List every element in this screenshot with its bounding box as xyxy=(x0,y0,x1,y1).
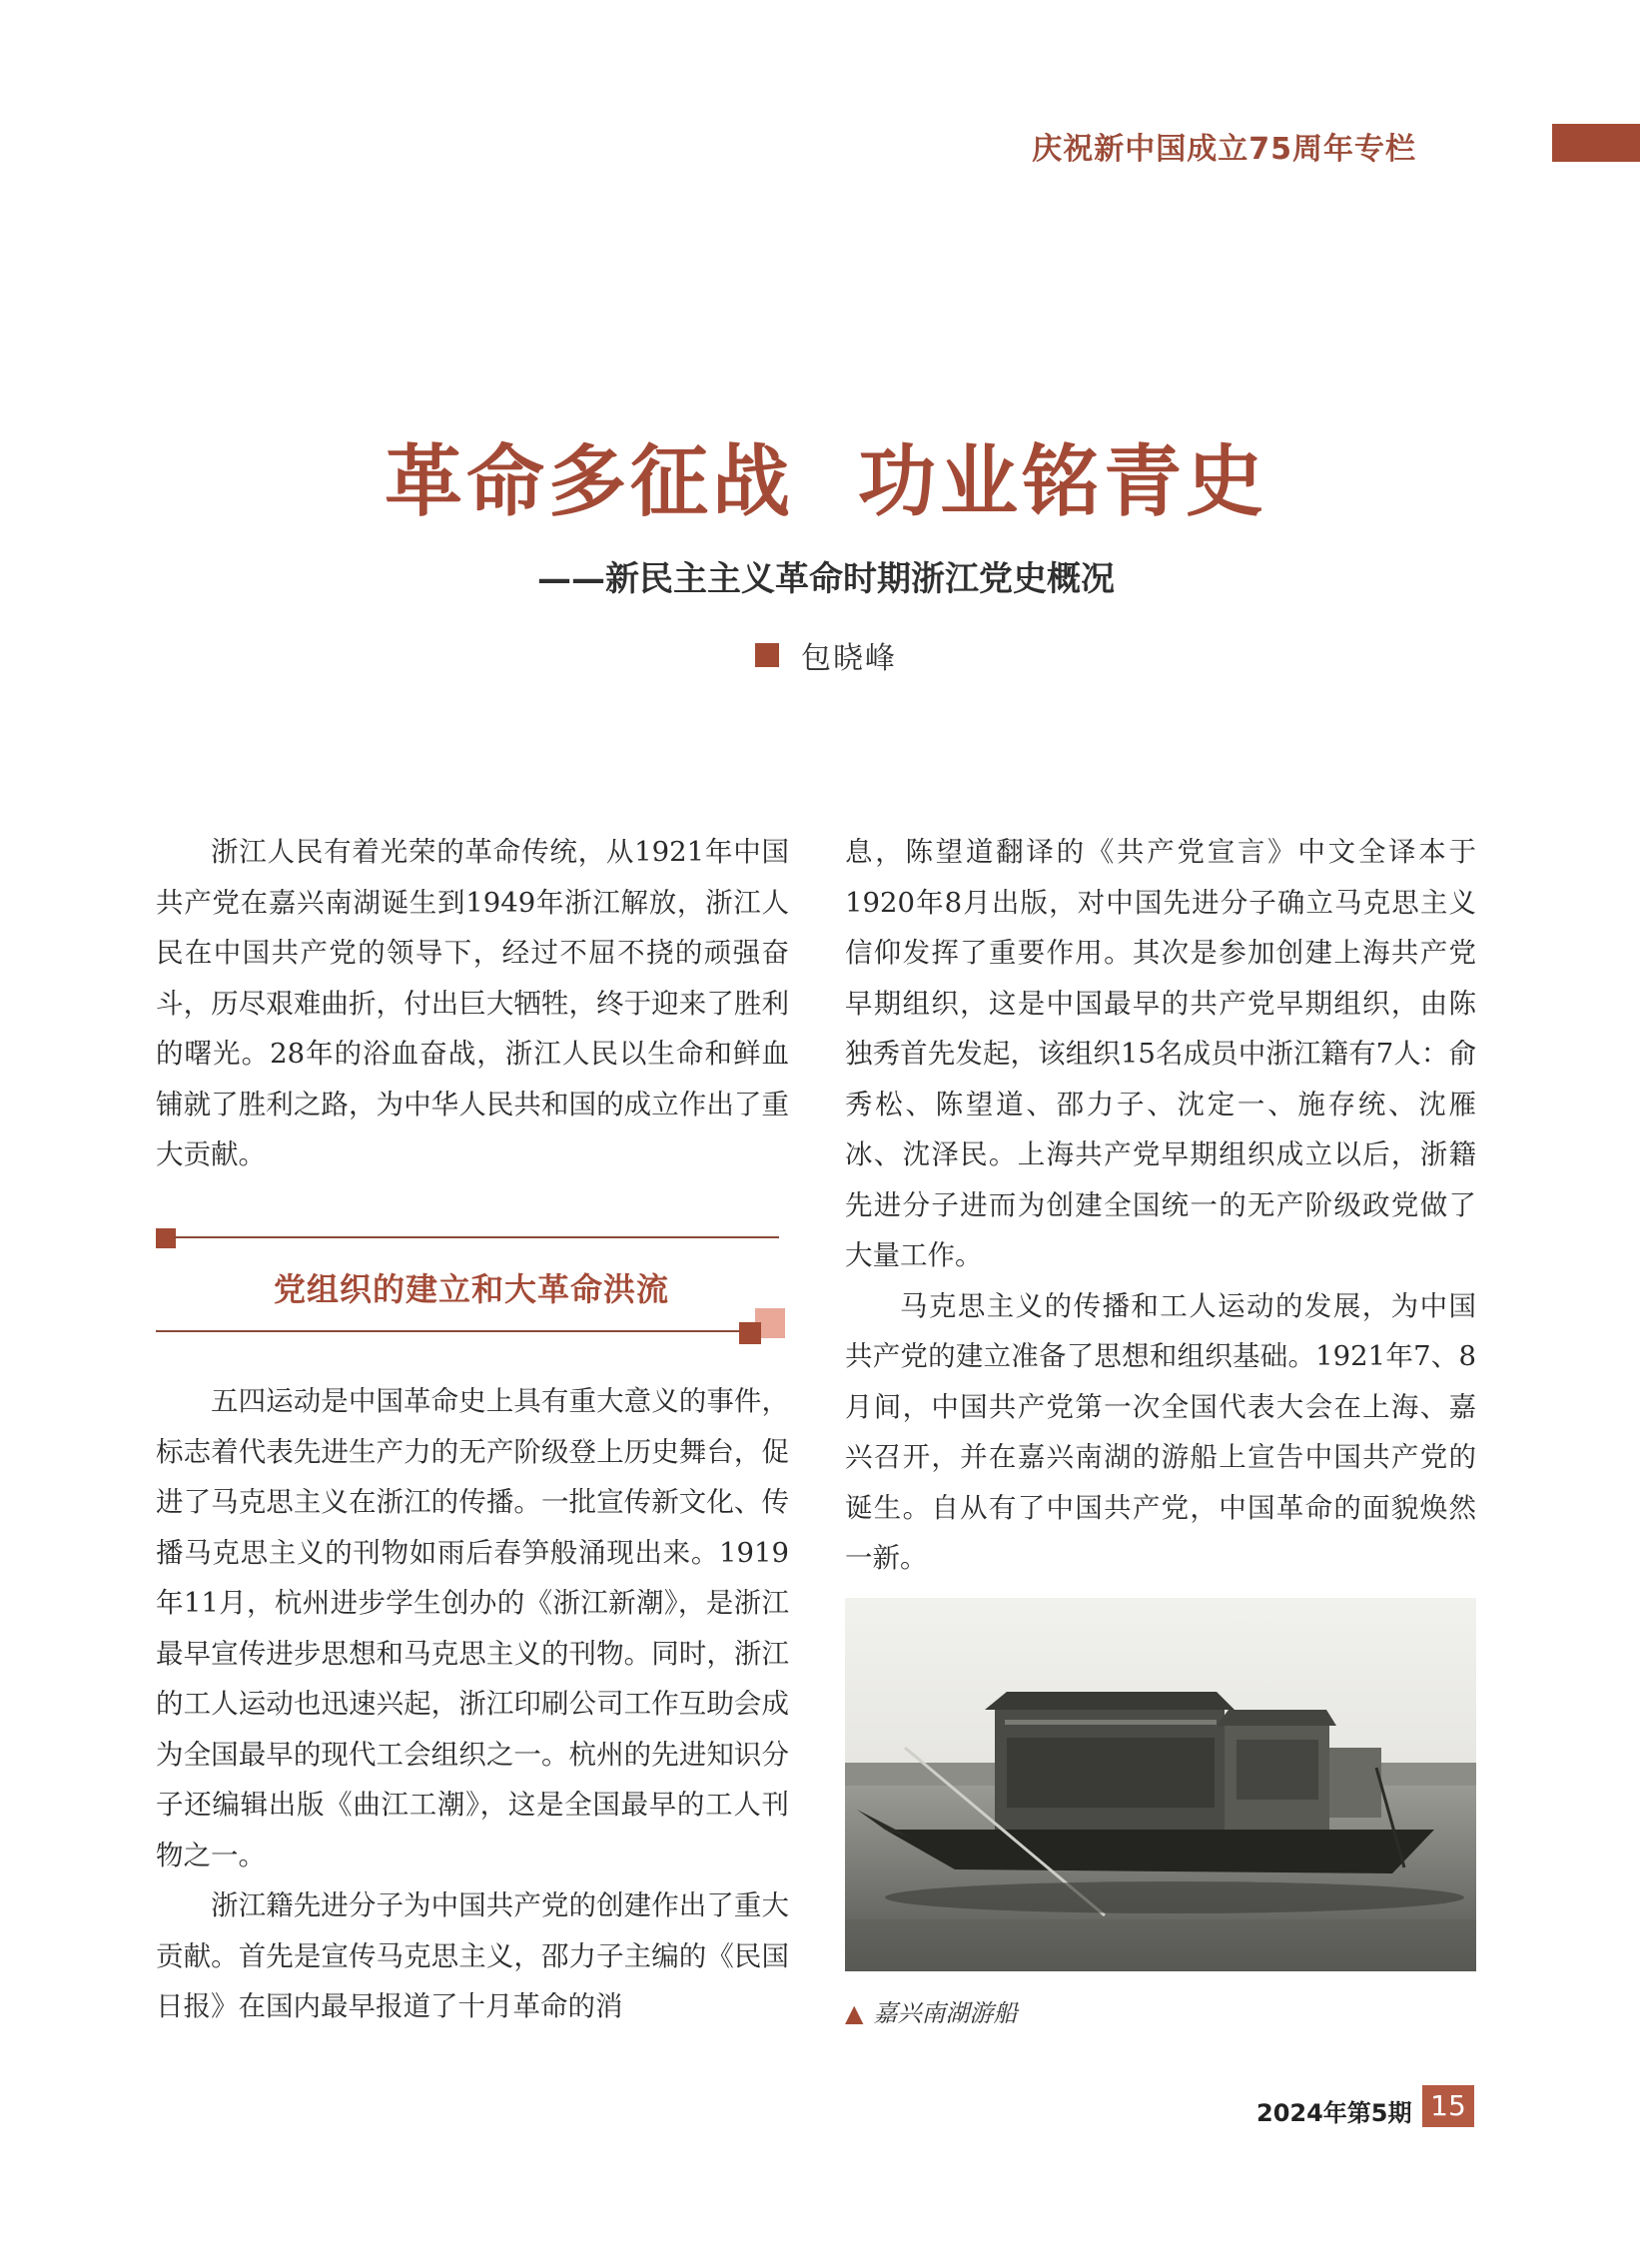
column-title-bar xyxy=(1552,124,1640,162)
section-rule-bottom xyxy=(156,1330,743,1332)
author-line xyxy=(0,633,1652,677)
article-title xyxy=(0,419,1652,531)
issue-label: 2024年第5期 xyxy=(1256,2099,1412,2127)
left-column-body xyxy=(156,1376,789,2032)
body-paragraph: 马克思主义的传播和工人运动的发展，为中国共产党的建立准备了思想和组织基础。1921年7、8月间，中国共产党第一次全国代表大会在上海、嘉兴召开，并在嘉兴南湖的游船上宣告中国共产党的诞生。自从有了中国共产党，中国革命的面貌焕然一新。 xyxy=(845,1289,1476,1574)
section-rule-top xyxy=(174,1236,779,1238)
title-part-2: 功业铭青史 xyxy=(858,436,1268,527)
body-paragraph: 浙江籍先进分子为中国共产党的创建作出了重大贡献。首先是宣传马克思主义，邵力子主编的《民国日报》在国内最早报道了十月革命的消 xyxy=(156,1889,789,2022)
body-paragraph: 五四运动是中国革命史上具有重大意义的事件，标志着代表先进生产力的无产阶级登上历史舞台，促进了马克思主义在浙江的传播。一批宣传新文化、传播马克思主义的刊物如雨后春笋般涌现出来。1919年11月，杭州进步学生创办的《浙江新潮》，是浙江最早宣传进步思想和马克思主义的刊物。同时，浙江的工人运动也迅速兴起，浙江印刷公司工作互助会成为全国最早的现代工会组织之一。杭州的先进知识分子还编辑出版《曲江工潮》，这是全国最早的工人刊物之一。 xyxy=(156,1385,789,1871)
intro-paragraph: 浙江人民有着光荣的革命传统，从1921年中国共产党在嘉兴南湖诞生到1949年浙江解放，浙江人民在中国共产党的领导下，经过不屈不挠的顽强奋斗，历尽艰难曲折，付出巨大牺牲，终于迎来了胜利的曙光。28年的浴血奋战，浙江人民以生命和鲜血铺就了胜利之路，为中华人民共和国的成立作出了重大贡献。 xyxy=(156,836,789,1170)
left-column-intro xyxy=(156,827,789,1180)
title-part-1: 革命多征战 xyxy=(384,436,794,527)
historic-boat-photo xyxy=(845,1598,1476,1971)
caption-text: 嘉兴南湖游船 xyxy=(873,1999,1018,2027)
section-title: 党组织的建立和大革命洪流 xyxy=(273,1270,669,1308)
section-heading xyxy=(156,1216,787,1346)
photo-caption xyxy=(845,1993,1017,2028)
section-marker-square-bottom xyxy=(739,1322,761,1344)
article-subtitle: ——新民主主义革命时期浙江党史概况 xyxy=(537,559,1115,599)
right-column-body xyxy=(845,827,1476,1584)
column-title: 庆祝新中国成立75周年专栏 xyxy=(1032,132,1416,167)
author-name: 包晓峰 xyxy=(801,641,897,676)
section-marker-square-top xyxy=(156,1228,176,1248)
page-number: 15 xyxy=(1422,2085,1474,2127)
caption-triangle-icon: ▲ xyxy=(845,1999,864,2027)
body-paragraph-continued: 息，陈望道翻译的《共产党宣言》中文全译本于1920年8月出版，对中国先进分子确立马克思主义信仰发挥了重要作用。其次是参加创建上海共产党早期组织，这是中国最早的共产党早期组织，由陈独秀首先发起，该组织15名成员中浙江籍有7人：俞秀松、陈望道、邵力子、沈定一、施存统、沈雁冰、沈泽民。上海共产党早期组织成立以后，浙籍先进分子进而为创建全国统一的无产阶级政党做了大量工作。 xyxy=(845,836,1476,1271)
author-marker-square xyxy=(755,643,779,667)
